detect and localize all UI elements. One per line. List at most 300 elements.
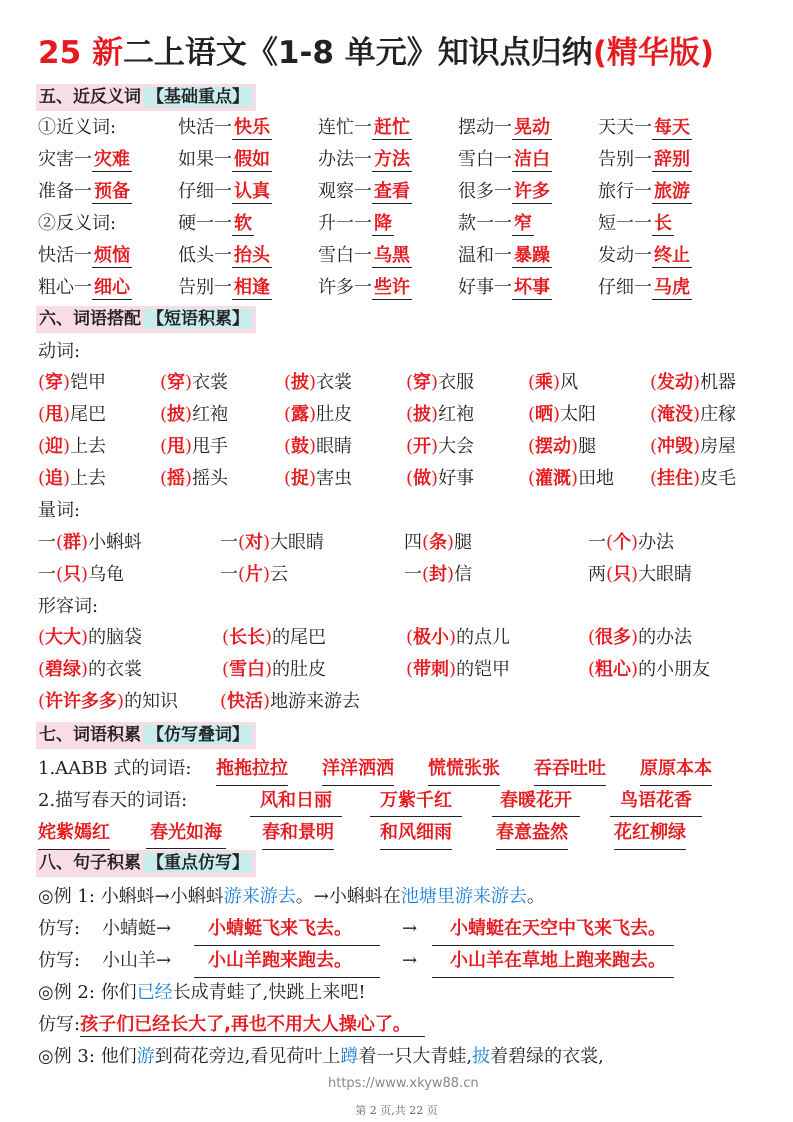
paren-close: ) [309,404,317,425]
example-3-highlight: 蹲 [340,1046,359,1067]
paren-open: ( [422,532,430,553]
paren-close: ) [431,468,439,489]
spring-word: 春和景明 [262,818,334,850]
verb-answer: 露 [291,404,310,425]
noun-text: 甩手 [192,436,229,457]
example-2-highlight: 已经 [136,982,173,1003]
word-prompt: ①近义词: [38,117,117,138]
noun-text: 办法 [638,532,675,553]
title-tail: (精华版) [592,35,715,71]
verb-answer: 做 [413,468,432,489]
aabb-label: 1.AABB 式的词语: [38,758,192,779]
paren-close: ) [81,564,89,585]
noun-text: 的办法 [638,627,693,648]
noun-text: 的知识 [124,691,179,712]
paren-open: ( [160,436,168,457]
verb-answer: 挂住 [657,468,694,489]
paren-close: ) [63,372,71,393]
paren-close: ) [449,659,457,680]
word-pair [38,273,132,303]
verb-label: 动词: [38,341,81,362]
word-answer: 马虎 [654,277,690,298]
paren-close: ) [553,404,561,425]
word-pair [598,113,692,143]
word-prompt: 快活一 [178,117,232,138]
noun-text: 的点儿 [456,627,511,648]
collocation [528,400,596,430]
adjective-answer: 长长 [229,627,266,648]
collocation [160,368,228,398]
word-prompt: 灾害一 [38,149,92,170]
paren-close: ) [631,659,639,680]
word-prompt: 连忙一 [318,117,372,138]
word-prompt: 低头一 [178,245,232,266]
paren-close: ) [81,532,89,553]
collocation [650,368,736,398]
paren-open: ( [160,468,168,489]
paren-close: ) [693,404,701,425]
paren-close: ) [263,691,271,712]
collocation [160,464,228,494]
word-prompt: 雪白一 [458,149,512,170]
word-prompt: 很多一 [458,181,512,202]
word-answer: 赶忙 [374,117,410,138]
word-pair [318,273,412,303]
example-2 [38,978,366,1008]
word-answer: 终止 [654,245,690,266]
noun-text: 铠甲 [70,372,107,393]
word-prompt: 温和一 [458,245,512,266]
word-answer: 洁白 [514,149,550,170]
title-number: 25 [38,35,82,71]
paren-open: ( [650,404,658,425]
noun-text: 房屋 [700,436,737,457]
noun-text: 摇头 [192,468,229,489]
word-pair [318,177,412,207]
noun-text: 衣裳 [192,372,229,393]
noun-text: 腿 [578,436,597,457]
measure-answer: 条 [429,532,448,553]
paren-open: ( [528,404,536,425]
spring-word: 春意盎然 [496,818,568,850]
adjective-answer: 极小 [413,627,450,648]
adjective-answer: 许许多多 [45,691,118,712]
measure-answer: 只 [613,564,632,585]
word-prompt: 如果一 [178,149,232,170]
example-3-text-d: 着碧绿的衣裳, [490,1046,604,1067]
noun-text: 红袍 [192,404,229,425]
collocation [38,432,106,462]
word-pair [38,241,132,271]
paren-open: ( [406,468,414,489]
measure-phrase [404,560,472,590]
collocation [160,432,228,462]
paren-open: ( [56,564,64,585]
measure-answer: 群 [63,532,82,553]
word-pair [598,241,692,271]
paren-open: ( [284,372,292,393]
word-prompt: 短一一 [598,213,652,234]
paren-open: ( [38,468,46,489]
imitation-subject: 小蜻蜓→ [102,918,172,939]
verb-answer: 穿 [413,372,432,393]
paren-close: ) [631,532,639,553]
section-7-tag: 【仿写叠词】 [143,725,253,745]
paren-close: ) [309,468,317,489]
word-prompt: 粗心一 [38,277,92,298]
measure-phrase [220,560,288,590]
word-pair [178,145,272,175]
noun-text: 的铠甲 [456,659,511,680]
example-1-highlight: 游来游去 [223,886,296,907]
adjective-phrase [38,655,142,685]
example-1 [38,882,545,912]
adjective-phrase [222,623,326,653]
word-pair [178,177,272,207]
word-answer: 认真 [234,181,270,202]
word-pair [178,113,272,143]
measure-answer: 对 [245,532,264,553]
verb-answer: 乘 [535,372,554,393]
noun-text: 云 [270,564,289,585]
spring-word: 花红柳绿 [614,818,686,850]
paren-close: ) [185,468,193,489]
adjective-phrase [406,623,510,653]
paren-close: ) [447,532,455,553]
collocation [38,368,106,398]
paren-close: ) [63,468,71,489]
example-3-text-c: 着一只大青蛙, [358,1046,473,1067]
paren-open: ( [38,404,46,425]
measure-phrase [38,560,124,590]
noun-text: 的尾巴 [272,627,327,648]
noun-text: 红袍 [438,404,475,425]
paren-open: ( [238,564,246,585]
noun-text: 尾巴 [70,404,107,425]
verb-answer: 披 [291,372,310,393]
example-1-text-c: 。 [526,886,545,907]
word-answer: 预备 [94,181,130,202]
noun-text: 地游来游去 [270,691,361,712]
paren-open: ( [222,627,230,648]
word-pair [598,273,692,303]
collocation [160,400,228,430]
noun-text: 害虫 [316,468,353,489]
paren-open: ( [38,659,46,680]
word-answer: 抬头 [234,245,270,266]
collocation [650,464,736,494]
word-prompt: 仔细一 [598,277,652,298]
word-answer: 相逢 [234,277,270,298]
verb-answer: 迎 [45,436,64,457]
paren-close: ) [185,404,193,425]
paren-close: ) [309,436,317,457]
spring-word: 风和日丽 [250,786,342,817]
numeral: 一 [404,564,422,585]
word-answer: 每天 [654,117,690,138]
adjective-phrase [222,655,326,685]
word-answer: 快乐 [234,117,270,138]
page-footer: 第 2 页,共 22 页 [355,1104,438,1117]
collocation [284,368,352,398]
adjective-answer: 雪白 [229,659,266,680]
paren-close: ) [265,627,273,648]
word-pair [38,209,116,239]
paren-close: ) [449,627,457,648]
collocation [528,464,614,494]
word-prompt: 告别一 [178,277,232,298]
paren-open: ( [650,436,658,457]
word-prompt: 快活一 [38,245,92,266]
noun-text: 大眼睛 [270,532,325,553]
noun-text: 大眼睛 [638,564,693,585]
spring-label: 2.描写春天的词语: [38,790,188,811]
word-pair [458,209,534,239]
paren-open: ( [38,691,46,712]
paren-open: ( [284,468,292,489]
word-pair [178,209,254,239]
numeral: 一 [588,532,606,553]
adjective-answer: 碧绿 [45,659,82,680]
word-prompt: 许多一 [318,277,372,298]
section-7-header [36,722,256,749]
collocation [406,464,474,494]
word-answer: 暴躁 [514,245,550,266]
verb-answer: 摇 [167,468,186,489]
word-prompt: 雪白一 [318,245,372,266]
imitation-label: 仿写: [38,950,81,971]
word-prompt: 好事一 [458,277,512,298]
word-pair [318,241,412,271]
paren-close: ) [265,659,273,680]
word-answer: 降 [374,213,392,234]
collocation [528,432,596,462]
adjective-phrase [38,623,142,653]
noun-text: 衣裳 [316,372,353,393]
measure-answer: 个 [613,532,632,553]
paren-close: ) [693,372,701,393]
verb-answer: 冲毁 [657,436,694,457]
word-answer: 许多 [514,181,550,202]
word-prompt: 款一一 [458,213,512,234]
aabb-word: 慌慌张张 [428,754,500,786]
verb-answer: 披 [167,404,186,425]
paren-open: ( [406,372,414,393]
word-prompt: ②反义词: [38,213,117,234]
measure-word-label: 量词: [38,500,81,521]
section-8-header [36,850,256,877]
imitation-subject: 小山羊→ [102,950,172,971]
adjective-answer: 大大 [45,627,82,648]
word-pair [458,113,552,143]
collocation [528,368,578,398]
word-answer: 烦恼 [94,245,130,266]
arrow-icon: → [402,950,418,971]
paren-close: ) [431,372,439,393]
imitation-answer: 小山羊在草地上跑来跑去。 [432,946,674,978]
paren-close: ) [571,436,579,457]
verb-answer: 摆动 [535,436,572,457]
adjective-label: 形容词: [38,596,99,617]
section-6-header [36,306,256,333]
title-new: 新 [91,35,123,71]
adjective-answer: 快活 [227,691,264,712]
verb-answer: 穿 [167,372,186,393]
spring-word: 春光如海 [146,818,226,849]
paren-close: ) [263,564,271,585]
word-prompt: 升一一 [318,213,372,234]
verb-answer: 追 [45,468,64,489]
paren-close: ) [693,468,701,489]
section-8-title: 八、句子积累 [39,853,141,873]
paren-close: ) [185,436,193,457]
word-pair [318,209,394,239]
word-pair [458,145,552,175]
paren-close: ) [431,436,439,457]
section-8-tag: 【重点仿写】 [143,853,253,873]
spring-word: 春暖花开 [492,786,580,817]
paren-open: ( [606,564,614,585]
noun-text: 太阳 [560,404,597,425]
word-pair [598,177,692,207]
paren-open: ( [284,404,292,425]
paren-open: ( [222,659,230,680]
word-pair [598,209,674,239]
aabb-word: 吞吞吐吐 [534,754,606,786]
paren-open: ( [528,372,536,393]
word-answer: 乌黑 [374,245,410,266]
measure-phrase [38,528,142,558]
paren-close: ) [81,659,89,680]
paren-open: ( [56,532,64,553]
word-pair [318,113,412,143]
paren-open: ( [528,468,536,489]
word-answer: 软 [234,213,252,234]
word-prompt: 天天一 [598,117,652,138]
example-3-text-b: 到荷花旁边,看见荷叶上 [154,1046,341,1067]
noun-text: 乌龟 [88,564,125,585]
adjective-answer: 带刺 [413,659,450,680]
collocation [38,464,106,494]
measure-phrase [588,560,692,590]
section-6-tag: 【短语积累】 [143,309,253,329]
measure-phrase [404,528,472,558]
paren-open: ( [422,564,430,585]
verb-answer: 披 [413,404,432,425]
word-answer: 查看 [374,181,410,202]
noun-text: 上去 [70,436,107,457]
noun-text: 衣服 [438,372,475,393]
verb-answer: 发动 [657,372,694,393]
example-3 [38,1042,604,1072]
adjective-phrase [588,655,710,685]
word-answer: 晃动 [514,117,550,138]
example-3-text-a: 他们 [100,1046,137,1067]
spring-word: 万紫千红 [370,786,462,817]
noun-text: 庄稼 [700,404,737,425]
verb-answer: 淹没 [657,404,694,425]
section-5-tag: 【基础重点】 [143,87,253,107]
word-prompt: 告别一 [598,149,652,170]
paren-close: ) [263,532,271,553]
paren-close: ) [185,372,193,393]
imitation-label: 仿写: [38,1014,81,1035]
paren-close: ) [553,372,561,393]
paren-close: ) [693,436,701,457]
word-prompt: 发动一 [598,245,652,266]
example-2-text-b: 长成青蛙了,快跳上来吧! [172,982,366,1003]
noun-text: 好事 [438,468,475,489]
arrow-icon: → [402,918,418,939]
noun-text: 的衣裳 [88,659,143,680]
word-prompt: 准备一 [38,181,92,202]
paren-close: ) [309,372,317,393]
imitation-answer: 小山羊跑来跑去。 [194,946,380,978]
section-5-header [36,84,256,111]
word-answer: 假如 [234,149,270,170]
paren-close: ) [631,627,639,648]
noun-text: 信 [454,564,473,585]
word-answer: 些许 [374,277,410,298]
collocation [284,400,352,430]
page-title [38,30,714,76]
paren-open: ( [38,372,46,393]
aabb-word: 拖拖拉拉 [216,754,288,786]
numeral: 一 [220,532,238,553]
adjective-answer: 很多 [595,627,632,648]
paren-open: ( [238,532,246,553]
paren-open: ( [220,691,228,712]
collocation [406,368,474,398]
example-3-highlight: 披 [472,1046,491,1067]
verb-answer: 穿 [45,372,64,393]
collocation [650,400,736,430]
example-1-highlight-2: 池塘里游来游去 [400,886,527,907]
numeral: 四 [404,532,422,553]
numeral: 两 [588,564,606,585]
spring-word: 姹紫嫣红 [38,818,110,850]
word-pair [38,145,132,175]
adjective-phrase [406,655,510,685]
aabb-word: 洋洋洒洒 [322,754,394,786]
word-answer: 方法 [374,149,410,170]
noun-text: 上去 [70,468,107,489]
paren-close: ) [63,436,71,457]
verb-answer: 开 [413,436,432,457]
word-pair [458,177,552,207]
numeral: 一 [220,564,238,585]
paren-open: ( [588,659,596,680]
verb-answer: 甩 [167,436,186,457]
paren-open: ( [650,372,658,393]
paren-open: ( [406,436,414,457]
paren-close: ) [117,691,125,712]
verb-answer: 鼓 [291,436,310,457]
noun-text: 的肚皮 [272,659,327,680]
section-7-title: 七、词语积累 [39,725,141,745]
collocation [406,432,474,462]
watermark: https://www.xkyw88.cn [328,1076,479,1091]
measure-phrase [220,528,324,558]
paren-close: ) [81,627,89,648]
word-answer: 灾难 [94,149,130,170]
word-prompt: 硬一一 [178,213,232,234]
measure-answer: 片 [245,564,264,585]
word-answer: 细心 [94,277,130,298]
imitation-answer: 孩子们已经长大了,再也不用大人操心了。 [80,1014,425,1037]
noun-text: 的脑袋 [88,627,143,648]
word-answer: 辞别 [654,149,690,170]
